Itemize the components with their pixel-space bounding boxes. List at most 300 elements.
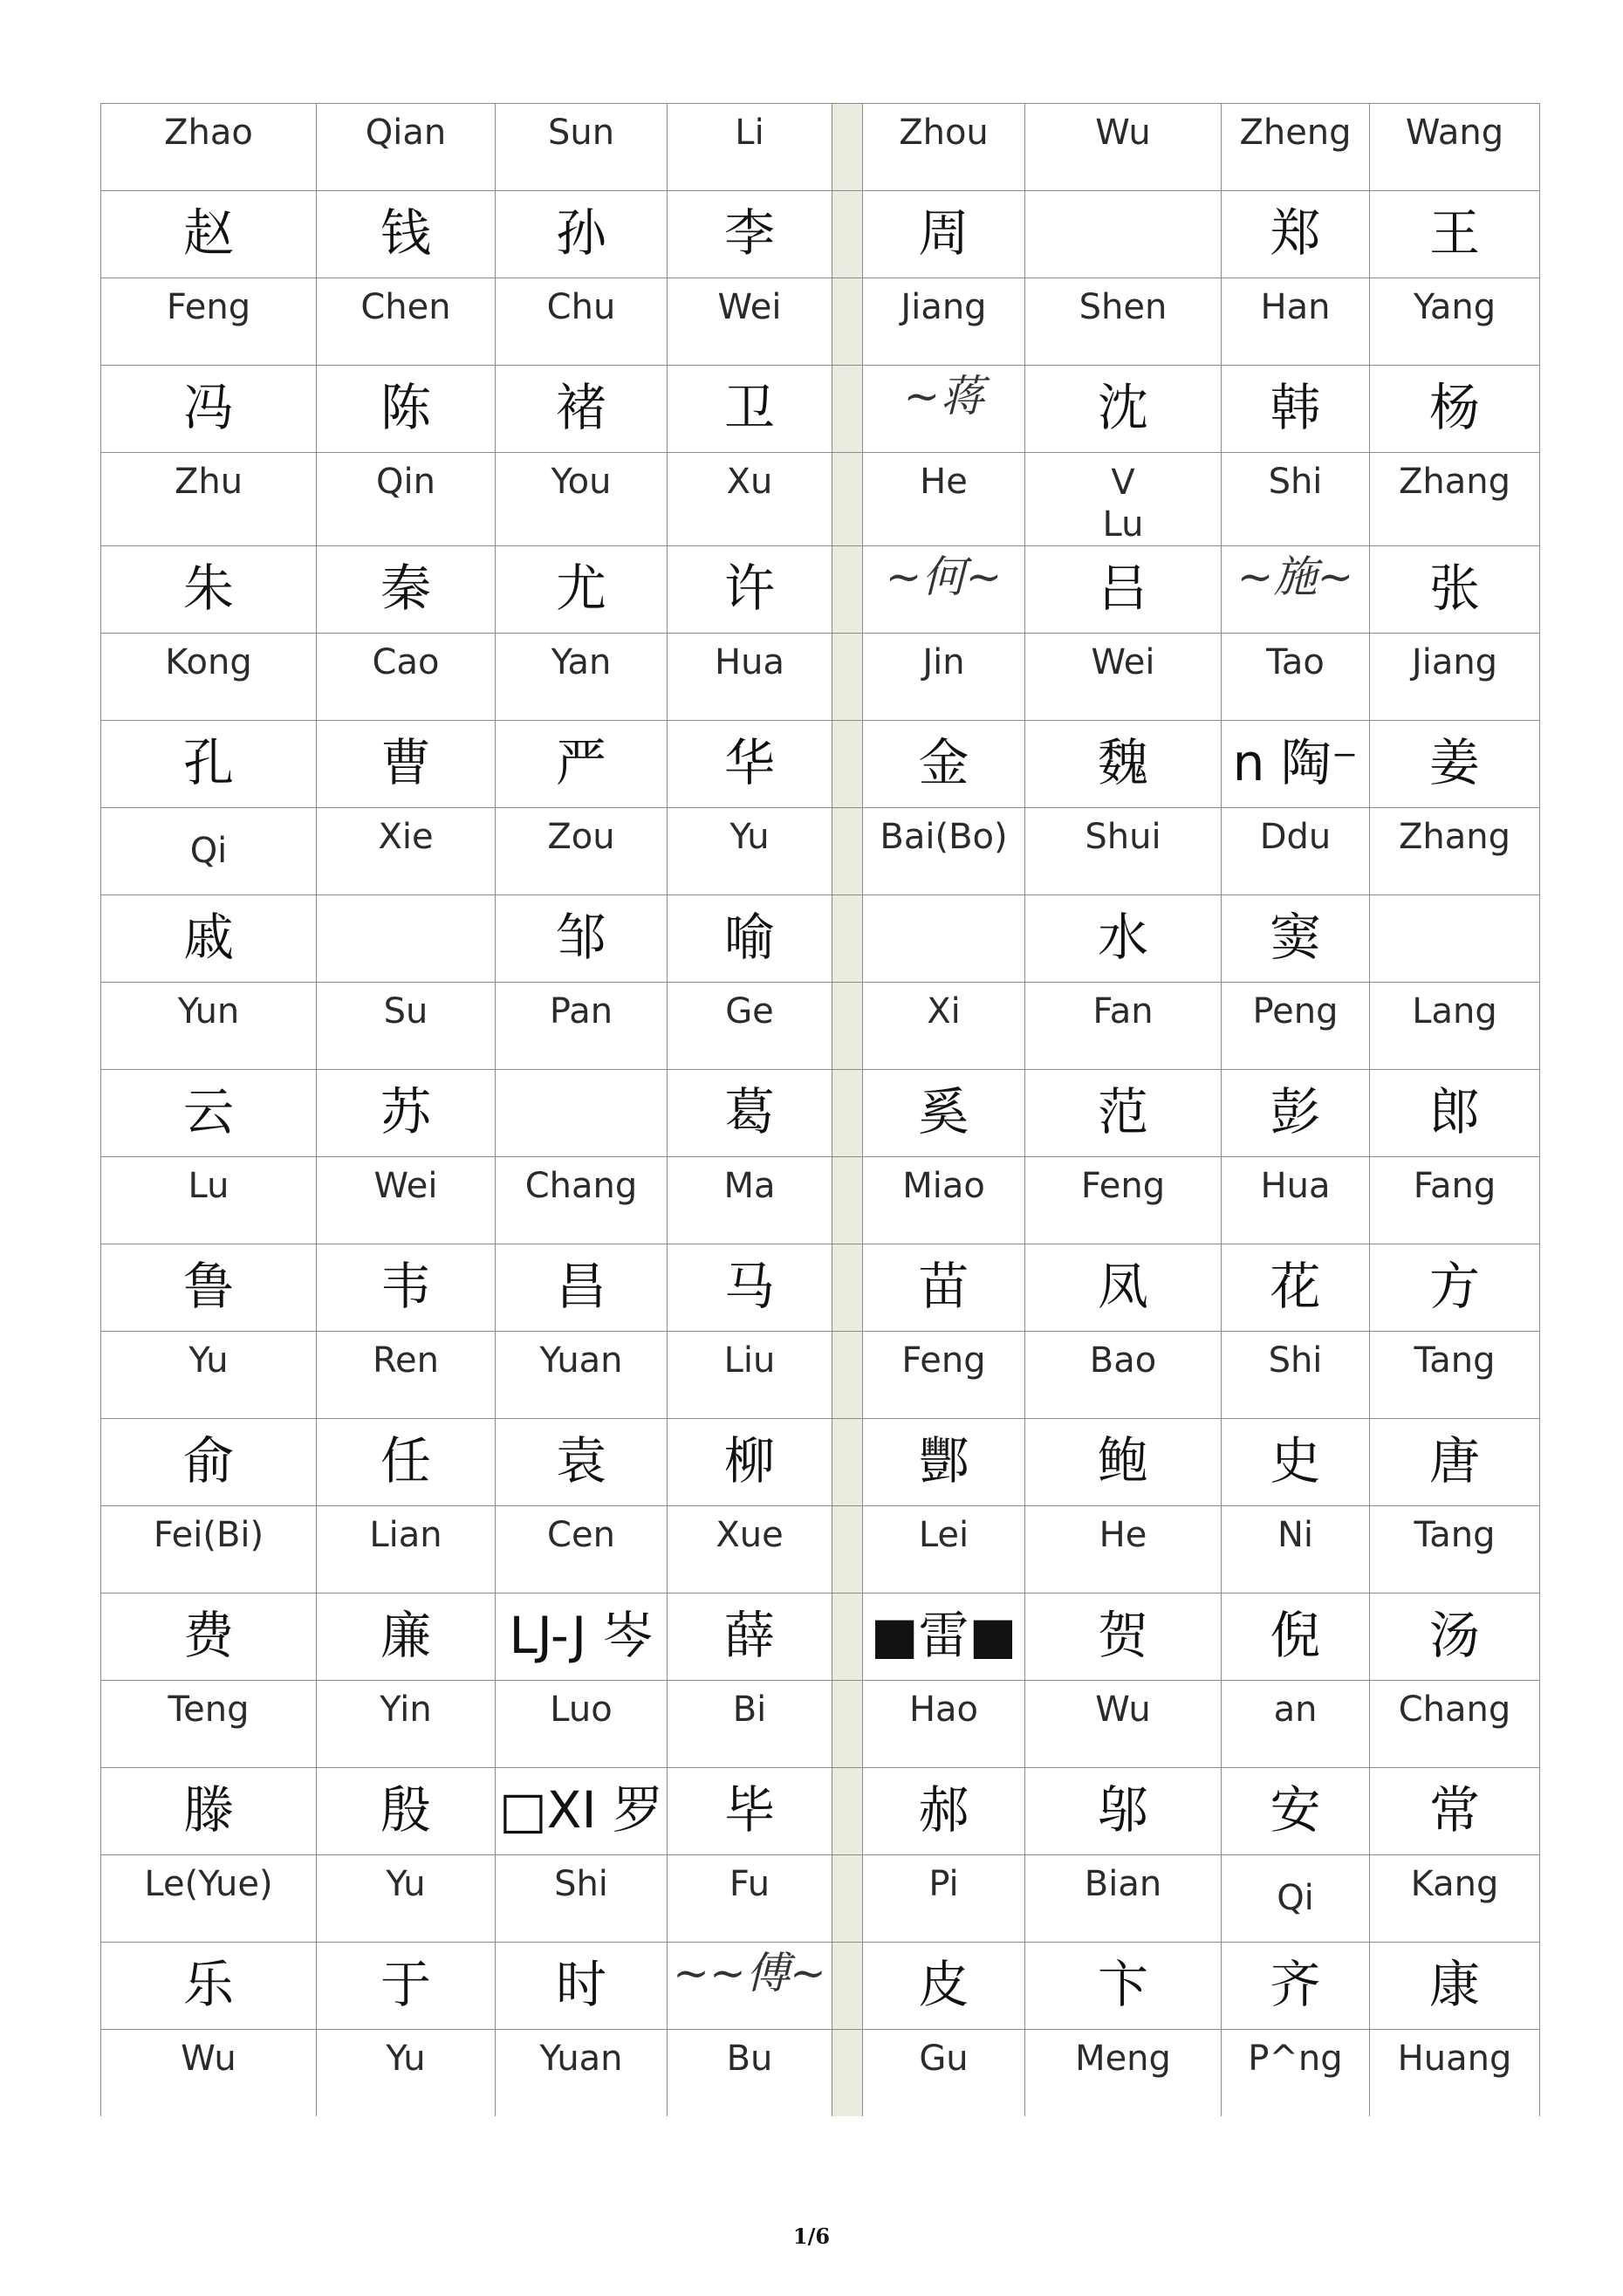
hanzi-char: 唐 bbox=[1428, 1430, 1480, 1491]
pinyin-cell bbox=[1222, 808, 1370, 895]
hanzi-char: 费 bbox=[182, 1605, 234, 1665]
pinyin-text: Meng bbox=[1075, 2039, 1171, 2079]
pinyin-cell bbox=[496, 1681, 668, 1768]
pinyin-cell bbox=[1222, 1855, 1370, 1943]
hanzi-char: 史 bbox=[1270, 1430, 1321, 1491]
hanzi-cell bbox=[668, 366, 832, 453]
hanzi-cell bbox=[668, 1244, 832, 1332]
pinyin-text: Hua bbox=[1260, 1166, 1331, 1206]
hanzi-char: 廉 bbox=[380, 1605, 431, 1665]
hanzi-cell bbox=[101, 191, 317, 278]
hanzi-cell bbox=[863, 721, 1025, 808]
pinyin-cell bbox=[668, 1157, 832, 1244]
column-gutter bbox=[832, 104, 863, 191]
pinyin-text: Qin bbox=[376, 462, 435, 502]
pinyin-cell bbox=[1025, 1157, 1222, 1244]
pinyin-cell bbox=[1370, 453, 1540, 546]
pinyin-text: Gu bbox=[919, 2039, 969, 2079]
column-gutter bbox=[832, 1070, 863, 1157]
hanzi-cell bbox=[496, 546, 668, 634]
pinyin-cell bbox=[317, 104, 496, 191]
pinyin-text: Feng bbox=[901, 1340, 986, 1381]
pinyin-cell bbox=[496, 2030, 668, 2117]
hanzi-cell bbox=[1025, 1244, 1222, 1332]
hanzi-cell bbox=[1025, 1768, 1222, 1855]
pinyin-row bbox=[101, 104, 1540, 191]
pinyin-text: Pi bbox=[928, 1864, 959, 1904]
hanzi-cell bbox=[668, 721, 832, 808]
column-gutter bbox=[832, 1943, 863, 2030]
pinyin-text: Xie bbox=[378, 817, 434, 857]
pinyin-cell bbox=[496, 453, 668, 546]
column-gutter bbox=[832, 634, 863, 721]
pinyin-text: Zhang bbox=[1398, 462, 1510, 502]
pinyin-cell bbox=[496, 808, 668, 895]
hanzi-row bbox=[101, 1244, 1540, 1332]
hanzi-char: 许 bbox=[723, 558, 775, 618]
hanzi-char: 邹 bbox=[555, 907, 606, 967]
hanzi-char: 钱 bbox=[380, 202, 431, 263]
pinyin-cell bbox=[863, 2030, 1025, 2117]
hanzi-char: 苏 bbox=[380, 1081, 431, 1141]
pinyin-text: Yu bbox=[729, 817, 770, 857]
pinyin-text: Chang bbox=[524, 1166, 638, 1206]
pinyin-text: Wu bbox=[1095, 1689, 1151, 1730]
hanzi-cell bbox=[496, 1244, 668, 1332]
pinyin-cell bbox=[1370, 1506, 1540, 1593]
hanzi-char: 郎 bbox=[1428, 1081, 1480, 1141]
pinyin-text: He bbox=[1099, 1515, 1147, 1555]
pinyin-cell bbox=[1370, 104, 1540, 191]
pinyin-row bbox=[101, 1157, 1540, 1244]
pinyin-text: Zheng bbox=[1239, 113, 1352, 153]
pinyin-cell bbox=[668, 634, 832, 721]
hanzi-cell bbox=[317, 1419, 496, 1506]
hanzi-char: 葛 bbox=[723, 1081, 775, 1141]
pinyin-text: Lu bbox=[188, 1166, 229, 1206]
hanzi-char: 贺 bbox=[1097, 1605, 1148, 1665]
pinyin-text: Shui bbox=[1085, 817, 1161, 857]
pinyin-cell bbox=[1222, 634, 1370, 721]
hanzi-cell bbox=[1370, 721, 1540, 808]
hanzi-char: 卞 bbox=[1097, 1954, 1148, 2014]
pinyin-cell bbox=[496, 634, 668, 721]
hanzi-char: ■雷■ bbox=[870, 1605, 1017, 1665]
pinyin-cell bbox=[1370, 808, 1540, 895]
pinyin-text: Hua bbox=[715, 642, 784, 682]
hanzi-cell bbox=[1370, 1768, 1540, 1855]
pinyin-text: Yu bbox=[386, 1864, 426, 1904]
hanzi-row bbox=[101, 1593, 1540, 1681]
pinyin-text: Feng bbox=[1080, 1166, 1166, 1206]
pinyin-cell bbox=[863, 1506, 1025, 1593]
pinyin-text: Jiang bbox=[1411, 642, 1498, 682]
pinyin-text: Han bbox=[1260, 287, 1331, 327]
hanzi-char: 毕 bbox=[723, 1779, 775, 1840]
pinyin-text: Yang bbox=[1413, 287, 1496, 327]
column-gutter bbox=[832, 983, 863, 1070]
hanzi-char: □XI 罗 bbox=[498, 1779, 664, 1840]
pinyin-cell bbox=[1370, 1681, 1540, 1768]
pinyin-cell bbox=[1370, 278, 1540, 366]
column-gutter bbox=[832, 1157, 863, 1244]
pinyin-cell bbox=[1222, 1681, 1370, 1768]
pinyin-text: Yan bbox=[551, 642, 612, 682]
pinyin-cell bbox=[101, 453, 317, 546]
column-gutter bbox=[832, 1419, 863, 1506]
hanzi-cell bbox=[863, 1244, 1025, 1332]
pinyin-text: Cen bbox=[547, 1515, 615, 1555]
hanzi-cell bbox=[317, 895, 496, 983]
column-gutter bbox=[832, 453, 863, 546]
pinyin-cell bbox=[863, 453, 1025, 546]
pinyin-text: Le(Yue) bbox=[144, 1864, 273, 1904]
hanzi-char: 时 bbox=[555, 1954, 606, 2014]
hanzi-cell bbox=[496, 721, 668, 808]
hanzi-cell bbox=[496, 1593, 668, 1681]
column-gutter bbox=[832, 1768, 863, 1855]
pinyin-text: Wei bbox=[373, 1166, 438, 1206]
hanzi-char: 于 bbox=[380, 1954, 431, 2014]
pinyin-cell bbox=[317, 1506, 496, 1593]
hanzi-cell bbox=[668, 1070, 832, 1157]
hanzi-cell bbox=[101, 1070, 317, 1157]
pinyin-text: Yuan bbox=[539, 2039, 623, 2079]
hanzi-char: ~蒋 bbox=[903, 370, 984, 422]
hanzi-cell bbox=[1025, 546, 1222, 634]
pinyin-text: Fei(Bi) bbox=[153, 1515, 264, 1555]
hanzi-char: 薛 bbox=[723, 1605, 775, 1665]
pinyin-cell bbox=[101, 104, 317, 191]
pinyin-text: Sun bbox=[547, 113, 615, 153]
hanzi-cell bbox=[1025, 1419, 1222, 1506]
hanzi-cell bbox=[496, 1070, 668, 1157]
hanzi-char: 水 bbox=[1097, 907, 1148, 967]
hanzi-cell bbox=[496, 1768, 668, 1855]
hanzi-char: 陈 bbox=[380, 377, 431, 437]
pinyin-cell bbox=[1025, 1332, 1222, 1419]
hanzi-row bbox=[101, 1768, 1540, 1855]
pinyin-cell bbox=[668, 1332, 832, 1419]
hanzi-cell bbox=[1222, 721, 1370, 808]
pinyin-text: Lang bbox=[1412, 991, 1497, 1031]
pinyin-text: Xu bbox=[726, 462, 773, 502]
column-gutter bbox=[832, 1332, 863, 1419]
hanzi-char: 严 bbox=[555, 732, 606, 792]
hanzi-char: 孙 bbox=[555, 202, 606, 263]
pinyin-cell bbox=[1222, 453, 1370, 546]
hanzi-char: 郑 bbox=[1270, 202, 1321, 263]
hanzi-cell bbox=[863, 1943, 1025, 2030]
pinyin-cell bbox=[668, 278, 832, 366]
pinyin-text: Xi bbox=[927, 991, 961, 1031]
pinyin-text: Wu bbox=[181, 2039, 236, 2079]
hanzi-cell bbox=[668, 895, 832, 983]
hanzi-char: n 陶⁻ bbox=[1232, 732, 1359, 792]
pinyin-text: Fan bbox=[1092, 991, 1154, 1031]
pinyin-text: Lei bbox=[918, 1515, 969, 1555]
pinyin-cell bbox=[1025, 634, 1222, 721]
pinyin-cell bbox=[863, 1681, 1025, 1768]
column-gutter bbox=[832, 721, 863, 808]
hanzi-cell bbox=[101, 366, 317, 453]
hanzi-cell bbox=[496, 366, 668, 453]
pinyin-cell bbox=[317, 983, 496, 1070]
pinyin-text: Chang bbox=[1398, 1689, 1511, 1730]
pinyin-text: Pan bbox=[549, 991, 613, 1031]
hanzi-char: 韦 bbox=[380, 1256, 431, 1316]
pinyin-row bbox=[101, 634, 1540, 721]
hanzi-char: 孔 bbox=[182, 732, 234, 792]
hanzi-cell bbox=[317, 191, 496, 278]
hanzi-cell bbox=[317, 1593, 496, 1681]
hanzi-cell bbox=[1370, 1419, 1540, 1506]
pinyin-cell bbox=[1025, 1681, 1222, 1768]
hanzi-char: 王 bbox=[1428, 202, 1480, 263]
hanzi-char: 范 bbox=[1097, 1081, 1148, 1141]
hanzi-char: 凤 bbox=[1097, 1256, 1148, 1316]
hanzi-char: 花 bbox=[1270, 1256, 1321, 1316]
pinyin-cell bbox=[1370, 1157, 1540, 1244]
pinyin-cell bbox=[101, 1855, 317, 1943]
pinyin-cell bbox=[317, 1332, 496, 1419]
hanzi-cell bbox=[863, 546, 1025, 634]
pinyin-cell bbox=[1370, 1332, 1540, 1419]
hanzi-cell bbox=[101, 1244, 317, 1332]
hanzi-char: 张 bbox=[1428, 558, 1480, 618]
hanzi-cell bbox=[1025, 1593, 1222, 1681]
pinyin-cell bbox=[317, 808, 496, 895]
pinyin-cell bbox=[496, 104, 668, 191]
hanzi-cell bbox=[668, 1943, 832, 2030]
pinyin-cell bbox=[1025, 2030, 1222, 2117]
hanzi-char: 尤 bbox=[555, 558, 606, 618]
hanzi-cell bbox=[1025, 721, 1222, 808]
pinyin-text: Hao bbox=[908, 1689, 979, 1730]
hanzi-cell bbox=[101, 895, 317, 983]
pinyin-text: Su bbox=[383, 991, 428, 1031]
hanzi-cell bbox=[1370, 366, 1540, 453]
column-gutter bbox=[832, 808, 863, 895]
hanzi-char: 杨 bbox=[1428, 377, 1480, 437]
pinyin-cell bbox=[1025, 104, 1222, 191]
pinyin-text: Kang bbox=[1410, 1864, 1499, 1904]
hanzi-cell bbox=[1222, 366, 1370, 453]
surname-table bbox=[100, 103, 1540, 2116]
hanzi-cell bbox=[668, 191, 832, 278]
pinyin-cell bbox=[101, 278, 317, 366]
hanzi-char: 姜 bbox=[1428, 732, 1480, 792]
pinyin-cell bbox=[1370, 983, 1540, 1070]
pinyin-text: Jiang bbox=[901, 287, 987, 327]
hanzi-cell bbox=[1025, 1943, 1222, 2030]
column-gutter bbox=[832, 1593, 863, 1681]
pinyin-text: Wu bbox=[1095, 113, 1151, 153]
hanzi-char: 吕 bbox=[1097, 558, 1148, 618]
hanzi-char: 云 bbox=[182, 1081, 234, 1141]
pinyin-text: Ren bbox=[373, 1340, 439, 1381]
pinyin-text: Zhu bbox=[174, 462, 243, 502]
hanzi-char: 韩 bbox=[1270, 377, 1321, 437]
hanzi-row bbox=[101, 546, 1540, 634]
pinyin-cell bbox=[863, 808, 1025, 895]
pinyin-cell bbox=[863, 1332, 1025, 1419]
pinyin-cell bbox=[317, 1855, 496, 1943]
pinyin-text: Qi bbox=[1277, 1878, 1314, 1918]
pinyin-text: Kong bbox=[165, 642, 252, 682]
pinyin-cell bbox=[668, 1506, 832, 1593]
hanzi-cell bbox=[1370, 1244, 1540, 1332]
pinyin-text: Tang bbox=[1414, 1515, 1496, 1555]
hanzi-cell bbox=[1222, 546, 1370, 634]
pinyin-cell bbox=[317, 278, 496, 366]
hanzi-cell bbox=[1222, 1943, 1370, 2030]
pinyin-cell bbox=[863, 104, 1025, 191]
pinyin-text: Cao bbox=[372, 642, 440, 682]
pinyin-text: Tang bbox=[1414, 1340, 1496, 1381]
pinyin-text: Chu bbox=[546, 287, 616, 327]
hanzi-row bbox=[101, 895, 1540, 983]
hanzi-cell bbox=[1025, 895, 1222, 983]
pinyin-row bbox=[101, 1332, 1540, 1419]
pinyin-text: Bian bbox=[1084, 1864, 1162, 1904]
pinyin-row bbox=[101, 1681, 1540, 1768]
pinyin-text: Luo bbox=[550, 1689, 613, 1730]
hanzi-cell bbox=[1222, 1419, 1370, 1506]
pinyin-cell bbox=[496, 1332, 668, 1419]
hanzi-char: 袁 bbox=[555, 1430, 606, 1491]
hanzi-char: 康 bbox=[1428, 1954, 1480, 2014]
hanzi-cell bbox=[1370, 1943, 1540, 2030]
hanzi-row bbox=[101, 1943, 1540, 2030]
pinyin-cell bbox=[496, 1855, 668, 1943]
hanzi-char: 汤 bbox=[1428, 1605, 1480, 1665]
pinyin-cell bbox=[1222, 983, 1370, 1070]
hanzi-char: 邬 bbox=[1097, 1779, 1148, 1840]
pinyin-text: Zou bbox=[547, 817, 615, 857]
pinyin-text: Ddu bbox=[1259, 817, 1332, 857]
hanzi-cell bbox=[1370, 1070, 1540, 1157]
hanzi-char: 常 bbox=[1428, 1779, 1480, 1840]
pinyin-text: Wang bbox=[1405, 113, 1504, 153]
pinyin-text: Yun bbox=[177, 991, 240, 1031]
pinyin-text: Bai(Bo) bbox=[880, 817, 1008, 857]
pinyin-cell bbox=[101, 2030, 317, 2117]
pinyin-cell bbox=[1025, 278, 1222, 366]
hanzi-char: 齐 bbox=[1270, 1954, 1321, 2014]
pinyin-cell bbox=[317, 1681, 496, 1768]
hanzi-cell bbox=[863, 1768, 1025, 1855]
pinyin-cell bbox=[101, 1681, 317, 1768]
pinyin-cell bbox=[863, 278, 1025, 366]
hanzi-char: 华 bbox=[723, 732, 775, 792]
pinyin-cell bbox=[1222, 1506, 1370, 1593]
pinyin-row bbox=[101, 278, 1540, 366]
hanzi-char: 鲍 bbox=[1097, 1430, 1148, 1491]
hanzi-row bbox=[101, 191, 1540, 278]
pinyin-row bbox=[101, 983, 1540, 1070]
pinyin-text: Miao bbox=[902, 1166, 985, 1206]
hanzi-char: 冯 bbox=[182, 377, 234, 437]
hanzi-char: 窦 bbox=[1270, 907, 1321, 967]
pinyin-cell bbox=[496, 278, 668, 366]
hanzi-row bbox=[101, 721, 1540, 808]
hanzi-cell bbox=[863, 1070, 1025, 1157]
hanzi-char: 柳 bbox=[723, 1430, 775, 1491]
hanzi-cell bbox=[668, 1593, 832, 1681]
page-number: 1/6 bbox=[792, 2224, 831, 2249]
hanzi-cell bbox=[317, 1768, 496, 1855]
pinyin-text: Bi bbox=[732, 1689, 767, 1730]
pinyin-cell bbox=[1222, 278, 1370, 366]
hanzi-char: 俞 bbox=[182, 1430, 234, 1491]
hanzi-char: 滕 bbox=[182, 1779, 234, 1840]
hanzi-cell bbox=[317, 366, 496, 453]
pinyin-text: Qian bbox=[365, 113, 447, 153]
hanzi-cell bbox=[317, 1070, 496, 1157]
hanzi-char: ~何~ bbox=[885, 551, 1003, 602]
pinyin-cell bbox=[496, 1506, 668, 1593]
pinyin-text: Ge bbox=[725, 991, 774, 1031]
hanzi-cell bbox=[1222, 1768, 1370, 1855]
pinyin-text: Bu bbox=[726, 2039, 773, 2079]
hanzi-char: 安 bbox=[1270, 1779, 1321, 1840]
hanzi-row bbox=[101, 1419, 1540, 1506]
hanzi-char: 郝 bbox=[918, 1779, 969, 1840]
pinyin-text: Chen bbox=[360, 287, 451, 327]
pinyin-text: Shen bbox=[1079, 287, 1168, 327]
pinyin-row bbox=[101, 2030, 1540, 2117]
hanzi-char: ~~傅~ bbox=[673, 1947, 826, 1998]
hanzi-char: 戚 bbox=[182, 907, 234, 967]
pinyin-cell bbox=[496, 1157, 668, 1244]
pinyin-cell bbox=[1025, 983, 1222, 1070]
hanzi-char: 周 bbox=[918, 202, 969, 263]
pinyin-text: V Lu bbox=[1102, 463, 1144, 545]
column-gutter bbox=[832, 278, 863, 366]
pinyin-cell bbox=[101, 1332, 317, 1419]
pinyin-text: an bbox=[1273, 1689, 1318, 1730]
hanzi-char: 昌 bbox=[555, 1256, 606, 1316]
pinyin-text: Yuan bbox=[539, 1340, 623, 1381]
column-gutter bbox=[832, 546, 863, 634]
hanzi-cell bbox=[1222, 1593, 1370, 1681]
hanzi-cell bbox=[863, 1593, 1025, 1681]
hanzi-cell bbox=[668, 1419, 832, 1506]
pinyin-text: Shi bbox=[1268, 462, 1323, 502]
pinyin-cell bbox=[668, 104, 832, 191]
hanzi-cell bbox=[1222, 895, 1370, 983]
hanzi-cell bbox=[1222, 191, 1370, 278]
column-gutter bbox=[832, 1855, 863, 1943]
hanzi-cell bbox=[668, 546, 832, 634]
pinyin-cell bbox=[317, 1157, 496, 1244]
pinyin-cell bbox=[668, 808, 832, 895]
pinyin-cell bbox=[101, 1506, 317, 1593]
pinyin-text: Ni bbox=[1277, 1515, 1314, 1555]
hanzi-char: 方 bbox=[1428, 1256, 1480, 1316]
hanzi-char: 倪 bbox=[1270, 1605, 1321, 1665]
hanzi-cell bbox=[1025, 191, 1222, 278]
hanzi-char: 酆 bbox=[918, 1430, 969, 1491]
pinyin-cell bbox=[101, 808, 317, 895]
pinyin-cell bbox=[317, 453, 496, 546]
hanzi-cell bbox=[1370, 895, 1540, 983]
hanzi-cell bbox=[1025, 366, 1222, 453]
column-gutter bbox=[832, 1244, 863, 1332]
pinyin-text: Zhou bbox=[899, 113, 989, 153]
pinyin-cell bbox=[1370, 634, 1540, 721]
